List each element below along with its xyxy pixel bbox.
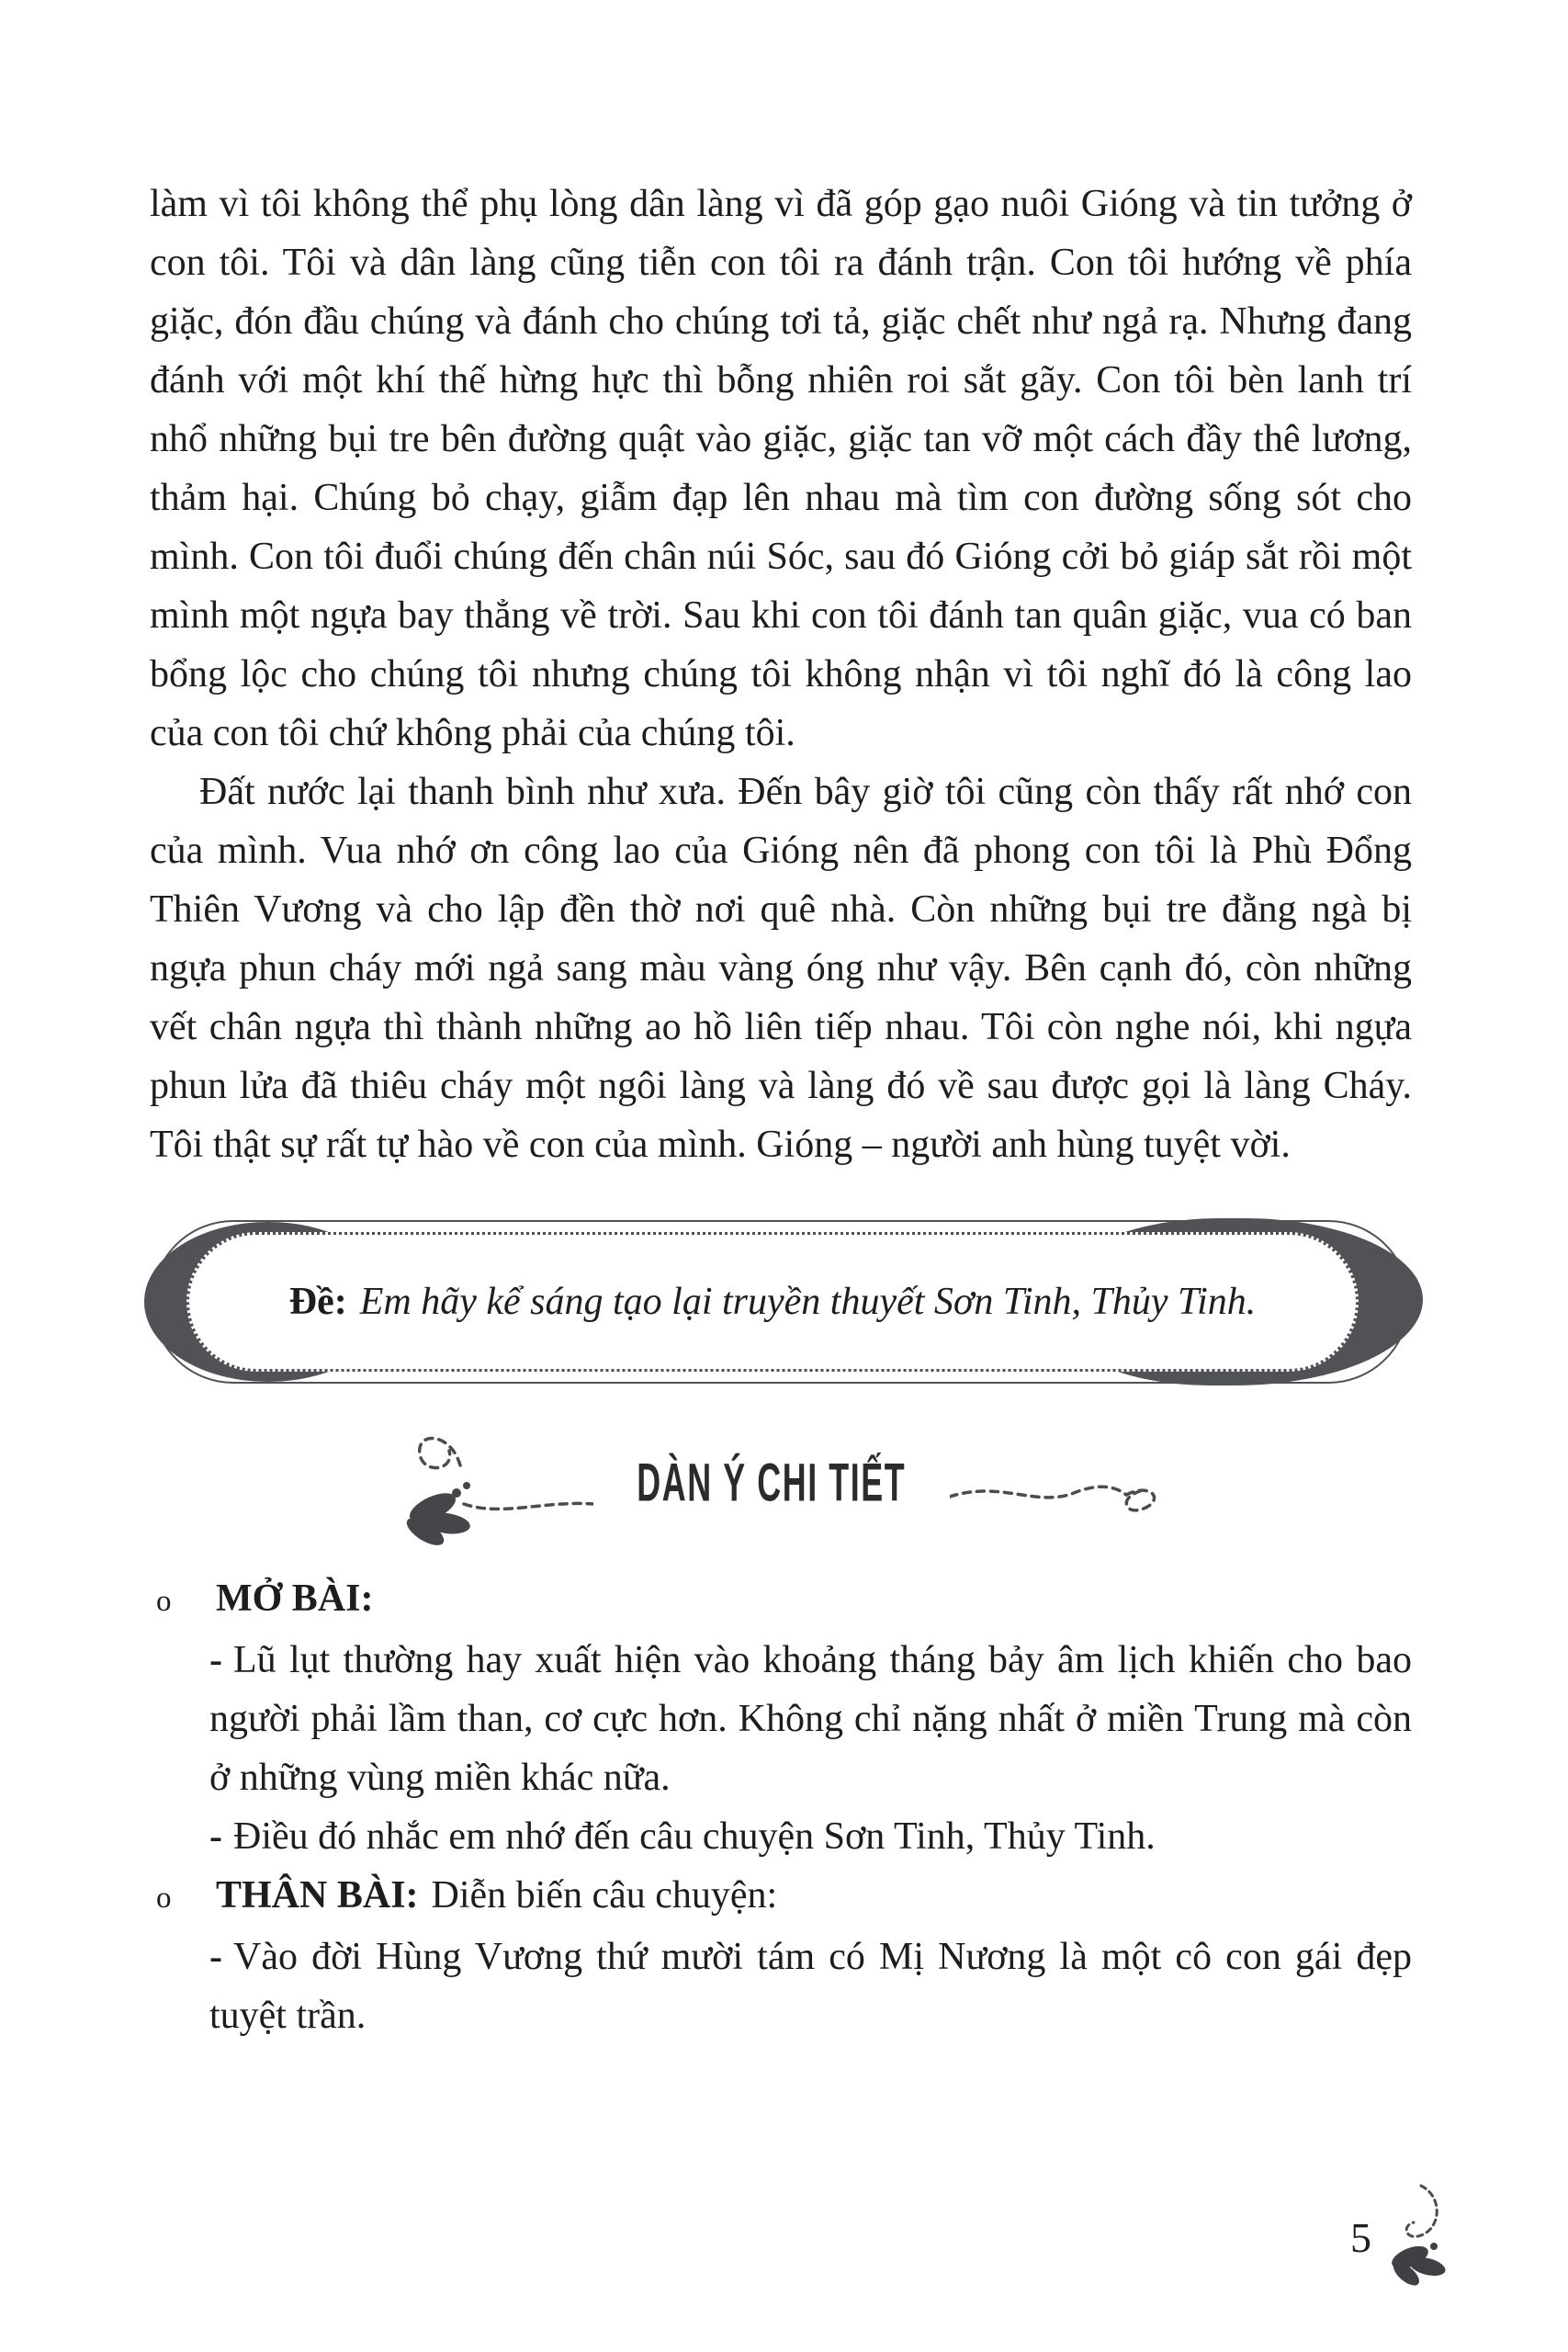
outline-item: [209, 1807, 1412, 1866]
flower-ornament-icon: [1371, 2180, 1460, 2286]
outline-section-mo-bai: [150, 1569, 1412, 1631]
story-paragraph-2: Đất nước lại thanh bình như xưa. Đến bây giờ tôi cũng còn thấy rất nhớ con của mình. Vua nhớ ơn công lao của Gióng nên đã phong con tôi là Phù Đổng Thiên Vương và cho lập đền thờ nơi quê nhà. Còn những bụi tre đằng ngà bị ngựa phun cháy mới ngả sang màu vàng óng như vậy. Bên cạnh đó, còn những vết chân ngựa thì thành những ao hồ liên tiếp nhau. Tôi còn nghe nói, khi ngựa phun lửa đã thiêu cháy một ngôi làng và làng đó về sau được gọi là làng Cháy. Tôi thật sự rất tự hào về con của mình. Gióng – người anh hùng tuyệt vời.: [150, 771, 1412, 1166]
page-number: 5: [1350, 2214, 1371, 2261]
page-content: [150, 175, 1412, 2045]
bullet: o: [156, 1882, 172, 1915]
prompt-label: Đề:: [288, 1281, 347, 1323]
prompt-box-frame: [186, 1232, 1359, 1372]
bullet: o: [156, 1585, 172, 1618]
prompt-text: Em hãy kể sáng tạo lại truyền thuyết Sơn Tinh, Thủy Tinh.: [359, 1281, 1257, 1323]
flower-flourish-icon: [396, 1416, 593, 1549]
dash: -: [209, 1815, 222, 1858]
prompt-box: [150, 1218, 1412, 1385]
dash: -: [209, 1936, 222, 1978]
outline-item-text: Điều đó nhắc em nhớ đến câu chuyện Sơn Tinh, Thủy Tinh.: [233, 1815, 1156, 1858]
outline: [150, 1569, 1412, 2045]
story-paragraph-1: làm vì tôi không thể phụ lòng dân làng vì đã góp gạo nuôi Gióng và tin tưởng ở con tôi. Tôi và dân làng cũng tiễn con tôi ra đánh trận. Con tôi hướng về phía giặc, đón đầu chúng và đánh cho chúng tơi tả, giặc chết như ngả rạ. Nhưng đang đánh với một khí thế hừng hực thì bỗng nhiên roi sắt gãy. Con tôi bèn lanh trí nhổ những bụi tre bên đường quật vào giặc, giặc tan vỡ một cách đầy thê lương, thảm hại. Chúng bỏ chạy, giẫm đạp lên nhau mà tìm con đường sống sót cho mình. Con tôi đuổi chúng đến chân núi Sóc, sau đó Gióng cởi bỏ giáp sắt rồi một mình một ngựa bay thẳng về trời. Sau khi con tôi đánh tan quân giặc, vua có ban bổng lộc cho chúng tôi nhưng chúng tôi không nhận vì tôi nghĩ đó là công lao của con tôi chứ không phải của chúng tôi.: [150, 183, 1412, 754]
page-footer: [1350, 2180, 1460, 2286]
than-bai-subtitle: Diễn biến câu chuyện:: [431, 1874, 778, 1917]
outline-item: [209, 1928, 1412, 2045]
dash: -: [209, 1639, 222, 1681]
outline-header: [150, 1413, 1412, 1551]
outline-item-text: Vào đời Hùng Vương thứ mười tám có Mị Nương là một cô con gái đẹp tuyệt trần.: [209, 1936, 1412, 2037]
than-bai-heading: THÂN BÀI:: [216, 1874, 419, 1917]
dashed-swirl-icon: [950, 1416, 1166, 1549]
outline-item: [209, 1631, 1412, 1807]
mo-bai-heading: MỞ BÀI:: [216, 1577, 374, 1620]
outline-title: DÀN Ý CHI TIẾT: [637, 1451, 907, 1513]
outline-item-text: Lũ lụt thường hay xuất hiện vào khoảng tháng bảy âm lịch khiến cho bao người phải lầm than, cơ cực hơn. Không chỉ nặng nhất ở miền Trung mà còn ở những vùng miền khác nữa.: [209, 1639, 1412, 1799]
outline-section-than-bai: [150, 1866, 1412, 1928]
